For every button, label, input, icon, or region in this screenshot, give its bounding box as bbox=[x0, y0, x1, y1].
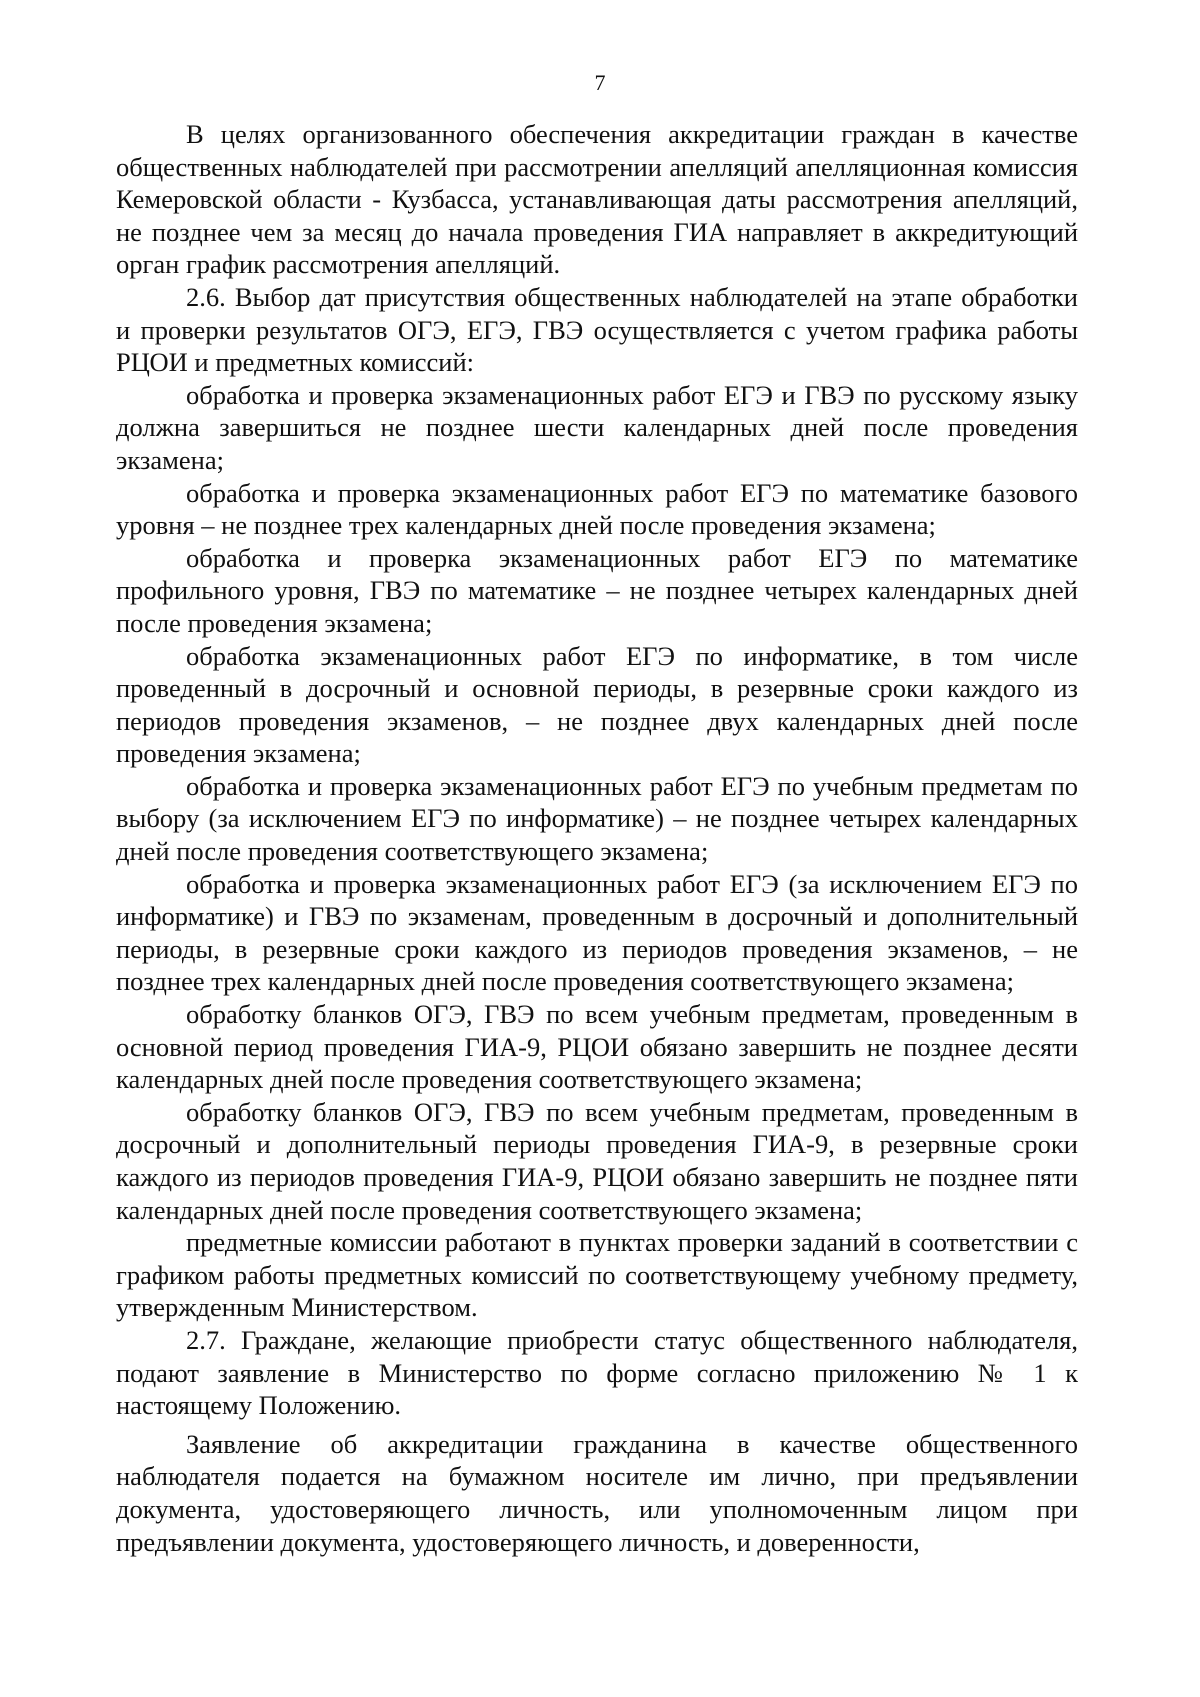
list-item-subject-commissions: предметные комиссии работают в пунктах проверки заданий в соответствии с графиком работы предметных комиссий по соответствующему учебному предмету, утвержденным Министерством. bbox=[116, 1227, 1078, 1323]
list-item-oge-early-additional: обработку бланков ОГЭ, ГВЭ по всем учебным предметам, проведенным в досрочный и дополнительный периоды проведения ГИА-9, в резервные сроки каждого из периодов проведения ГИА-9, РЦОИ обязано завершить не позднее пяти календарных дней после проведения соответствующего экзамена; bbox=[116, 1096, 1078, 1225]
list-item-early-additional-periods: обработка и проверка экзаменационных работ ЕГЭ (за исключением ЕГЭ по информатике) и ГВЭ по экзаменам, проведенным в досрочный и дополнительный периоды, в резервные сроки каждого из периодов проведения экзаменов, – не позднее трех календарных дней после проведения соответствующего экзамена; bbox=[116, 868, 1078, 997]
list-item-informatics: обработка экзаменационных работ ЕГЭ по информатике, в том числе проведенный в досрочный и основной периоды, в резервные сроки каждого из периодов проведения экзаменов, – не позднее двух календарных дней после проведения экзамена; bbox=[116, 640, 1078, 769]
paragraph-accreditation-appeals: В целях организованного обеспечения аккредитации граждан в качестве общественных наблюдателей при рассмотрении апелляций апелляционная комиссия Кемеровской области - Кузбасса, устанавливающая даты рассмотрения апелляций, не позднее чем за месяц до начала проведения ГИА направляет в аккредитующий орган график рассмотрения апелляций. bbox=[116, 119, 1078, 280]
list-item-elective-subjects: обработка и проверка экзаменационных работ ЕГЭ по учебным предметам по выбору (за исключением ЕГЭ по информатике) – не позднее четырех календарных дней после проведения соответствующего экзамена; bbox=[116, 770, 1078, 867]
paragraph-application-submission: Заявление об аккредитации гражданина в качестве общественного наблюдателя подается на бумажном носителе им лично, при предъявлении документа, удостоверяющего личность, или уполномоченным лицом при предъявлении документа, удостоверяющего личность, и доверенности, bbox=[116, 1428, 1078, 1557]
list-item-russian-language: обработка и проверка экзаменационных работ ЕГЭ и ГВЭ по русскому языку должна завершиться не позднее шести календарных дней после проведения экзамена; bbox=[116, 379, 1078, 475]
paragraph-2-6-date-selection: 2.6. Выбор дат присутствия общественных наблюдателей на этапе обработки и проверки результатов ОГЭ, ЕГЭ, ГВЭ осуществляется с учетом графика работы РЦОИ и предметных комиссий: bbox=[116, 281, 1078, 378]
document-body bbox=[116, 118, 1078, 1558]
list-item-math-profile: обработка и проверка экзаменационных работ ЕГЭ по математике профильного уровня, ГВЭ по математике – не позднее четырех календарных дней после проведения экзамена; bbox=[116, 542, 1078, 638]
page-number: 7 bbox=[594, 70, 606, 95]
paragraph-2-7-application: 2.7. Граждане, желающие приобрести статус общественного наблюдателя, подают заявление в Министерство по форме согласно приложению № 1 к настоящему Положению. bbox=[116, 1324, 1078, 1421]
list-item-math-basic: обработка и проверка экзаменационных работ ЕГЭ по математике базового уровня – не позднее трех календарных дней после проведения экзамена; bbox=[116, 477, 1078, 541]
list-item-oge-main-period: обработку бланков ОГЭ, ГВЭ по всем учебным предметам, проведенным в основной период проведения ГИА-9, РЦОИ обязано завершить не позднее десяти календарных дней после проведения соответствующего экзамена; bbox=[116, 999, 1078, 1095]
